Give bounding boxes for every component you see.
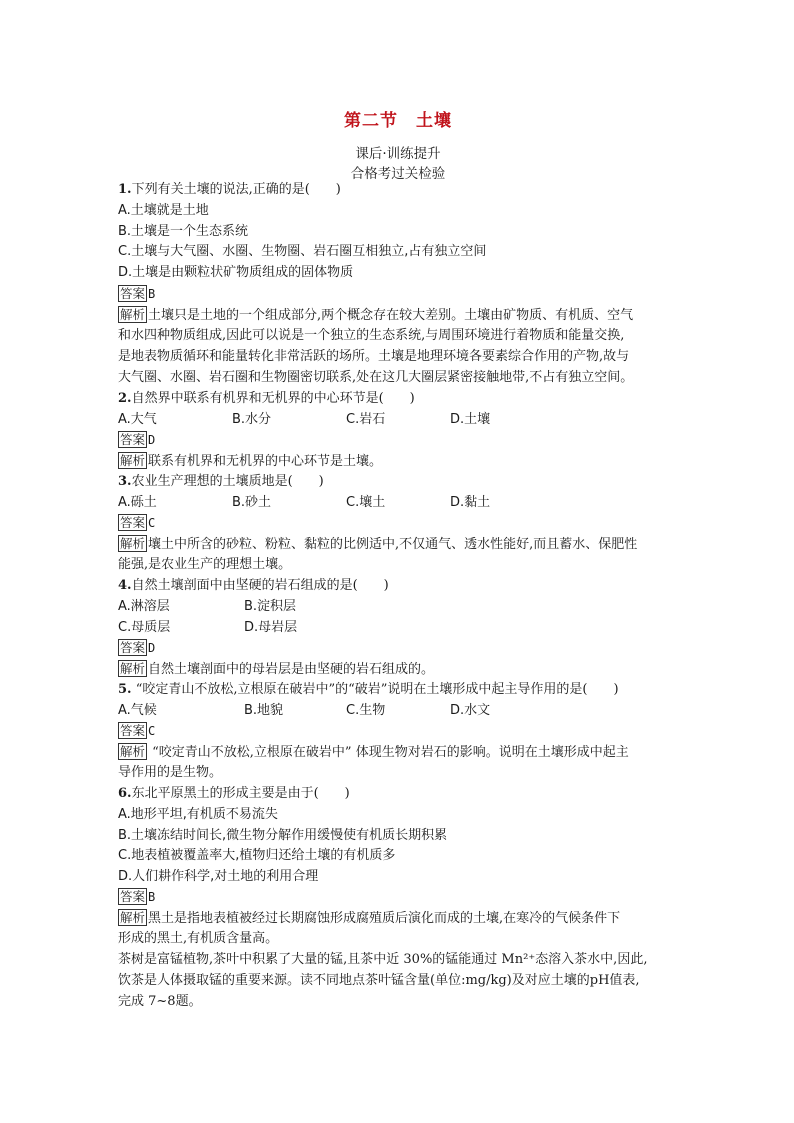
analysis-text: 导作用的是生物。 [118, 765, 223, 780]
question-number: 5. [118, 682, 132, 697]
section-subtitle: 课后·训练提升 [355, 146, 441, 162]
page-title: 第二节 土壤 [344, 111, 452, 131]
question-4 [118, 577, 389, 595]
question-3 [118, 473, 324, 491]
answer-tag: 答案 [120, 889, 146, 904]
analysis-tag: 解析 [120, 536, 146, 551]
answer-line [118, 514, 155, 533]
analysis-tag: 解析 [120, 661, 146, 676]
question-stem: 农业生产理想的土壤质地是( ) [131, 474, 324, 489]
question-stem: 下列有关土壤的说法,正确的是( ) [131, 182, 341, 197]
analysis-text: 大气圈、水圈、岩石圈和生物圈密切联系,处在这几大圈层紧密接触地带,不占有独立空间。 [118, 370, 634, 385]
analysis-tag: 解析 [120, 307, 146, 322]
option: B.淀积层 [244, 599, 297, 614]
question-stem: 自然土壤剖面中由坚硬的岩石组成的是( ) [131, 578, 389, 593]
option: A.大气 [118, 412, 157, 427]
question-stem: “咬定青山不放松,立根原在破岩中”的“破岩”说明在土壤形成中起主导作用的是( ) [131, 682, 619, 697]
option: B.水分 [232, 412, 272, 427]
answer-tag: 答案 [120, 640, 146, 655]
answer-tag: 答案 [120, 515, 146, 530]
option: C.地表植被覆盖率大,植物归还给土壤的有机质多 [118, 848, 396, 863]
question-1 [118, 181, 341, 199]
option: D.土壤 [450, 412, 491, 427]
answer-line [118, 888, 155, 907]
option: A.土壤就是土地 [118, 203, 209, 218]
option: D.母岩层 [244, 620, 298, 635]
answer-value: C [148, 724, 156, 738]
analysis-tag: 解析 [120, 910, 146, 925]
section-subheading: 合格考过关检验 [350, 166, 446, 182]
option: A.气候 [118, 703, 157, 718]
answer-value: B [148, 287, 156, 301]
analysis-line [118, 660, 434, 679]
question-number: 6. [118, 786, 132, 801]
option: B.砂土 [232, 495, 272, 510]
option: C.生物 [346, 703, 386, 718]
option: A.淋溶层 [118, 599, 170, 614]
analysis-text: 能强,是农业生产的理想土壤。 [118, 557, 292, 572]
answer-value: C [148, 516, 156, 530]
question-number: 1. [118, 182, 132, 197]
analysis-line [118, 743, 629, 762]
answer-line [118, 431, 155, 450]
answer-value: D [148, 641, 156, 655]
option: B.土壤是一个生态系统 [118, 224, 249, 239]
answer-line [118, 722, 155, 741]
analysis-text: 联系有机界和无机界的中心环节是土壤。 [148, 454, 383, 469]
analysis-text: 自然土壤剖面中的母岩层是由坚硬的岩石组成的。 [148, 662, 435, 677]
analysis-line [118, 535, 637, 554]
question-number: 4. [118, 578, 132, 593]
option: C.壤土 [346, 495, 386, 510]
option: A.砾土 [118, 495, 157, 510]
analysis-text: 土壤只是土地的一个组成部分,两个概念存在较大差别。土壤由矿物质、有机质、空气 [148, 308, 634, 323]
analysis-line [118, 306, 633, 325]
analysis-text: 壤土中所含的砂粒、粉粒、黏粒的比例适中,不仅通气、透水性能好,而且蓄水、保肥性 [148, 537, 638, 552]
analysis-line [118, 909, 620, 928]
passage-text: 完成 7~8题。 [118, 994, 202, 1009]
option: D.水文 [450, 703, 491, 718]
answer-tag: 答案 [120, 432, 146, 447]
passage-text: 茶树是富锰植物,茶叶中积累了大量的锰,且茶中近 30%的锰能通过 Mn²⁺态溶入茶水中,因此, [118, 952, 648, 967]
passage-text: 饮茶是人体摄取锰的重要来源。读不同地点茶叶锰含量(单位:mg/kg)及对应土壤的pH值表, [118, 973, 640, 988]
question-5 [118, 681, 619, 699]
option: D.人们耕作科学,对土地的利用合理 [118, 869, 319, 884]
option: C.岩石 [346, 412, 386, 427]
option: C.母质层 [118, 620, 171, 635]
question-number: 2. [118, 391, 132, 406]
option: B.地貌 [244, 703, 284, 718]
analysis-tag: 解析 [120, 744, 146, 759]
analysis-text: 是地表物质循环和能量转化非常活跃的场所。土壤是地理环境各要素综合作用的产物,故与 [118, 349, 630, 364]
question-stem: 自然界中联系有机界和无机界的中心环节是( ) [131, 391, 415, 406]
answer-value: D [148, 433, 156, 447]
option: C.土壤与大气圈、水圈、生物圈、岩石圈互相独立,占有独立空间 [118, 244, 487, 259]
answer-tag: 答案 [120, 723, 146, 738]
answer-line [118, 285, 155, 304]
option: B.土壤冻结时间长,微生物分解作用缓慢使有机质长期积累 [118, 828, 448, 843]
option: D.黏土 [450, 495, 491, 510]
analysis-tag: 解析 [120, 453, 146, 468]
option: A.地形平坦,有机质不易流失 [118, 807, 278, 822]
question-2 [118, 390, 415, 408]
analysis-line [118, 452, 382, 471]
analysis-text: “咬定青山不放松,立根原在破岩中” 体现生物对岩石的影响。说明在土壤形成中起主 [148, 745, 629, 760]
question-6 [118, 785, 350, 803]
question-stem: 东北平原黑土的形成主要是由于( ) [131, 786, 350, 801]
answer-tag: 答案 [120, 286, 146, 301]
analysis-text: 和水四种物质组成,因此可以说是一个独立的生态系统,与周围环境进行着物质和能量交换, [118, 328, 625, 343]
answer-value: B [148, 890, 156, 904]
option: D.土壤是由颗粒状矿物质组成的固体物质 [118, 265, 354, 280]
analysis-text: 黑土是指地表植被经过长期腐蚀形成腐殖质后演化而成的土壤,在寒冷的气候条件下 [148, 911, 621, 926]
question-number: 3. [118, 474, 132, 489]
answer-line [118, 639, 155, 658]
analysis-text: 形成的黑土,有机质含量高。 [118, 931, 279, 946]
